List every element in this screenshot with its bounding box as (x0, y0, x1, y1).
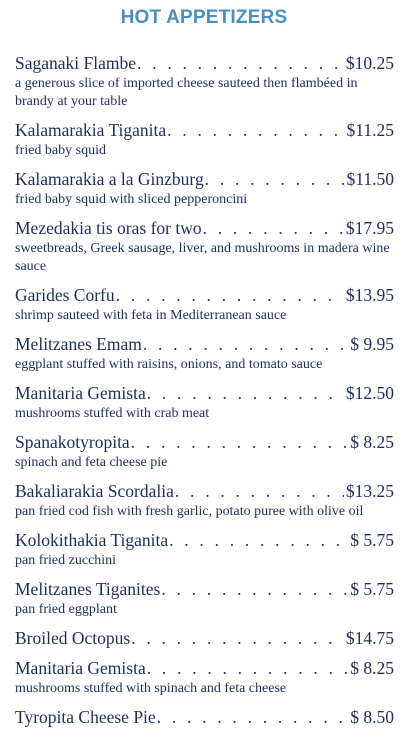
dot-leader (167, 120, 344, 141)
menu-item-description: fried baby squid with sliced pepperoncini (15, 192, 248, 207)
menu-item-description: mushrooms stuffed with crab meat (15, 406, 210, 421)
menu-item-price: $ 8.25 (350, 658, 394, 678)
menu-item (15, 707, 394, 728)
menu-item (15, 169, 394, 209)
menu-item-line (15, 579, 394, 600)
menu-item-name: Melitzanes Tiganites (15, 579, 161, 599)
menu-item-price: $ 9.95 (350, 334, 394, 354)
menu-item (15, 218, 394, 276)
menu-item (15, 658, 394, 698)
dot-leader (143, 334, 348, 355)
menu-item (15, 579, 394, 619)
menu-item-line (15, 334, 394, 355)
section-title: HOT APPETIZERS (120, 7, 288, 28)
dot-leader (175, 481, 344, 502)
menu-item (15, 53, 394, 111)
menu-item-description: a generous slice of imported cheese sauteed then flambéed in brandy at your table (15, 76, 358, 109)
menu-item-name: Spanakotyropita (15, 432, 130, 452)
dot-leader (137, 53, 344, 74)
menu-item (15, 530, 394, 570)
menu-item-name: Melitzanes Emam (15, 334, 142, 354)
menu-item (15, 432, 394, 472)
menu-item-price: $17.95 (345, 218, 394, 238)
menu-item-price: $ 8.25 (350, 432, 394, 452)
dot-leader (116, 285, 344, 306)
dot-leader (147, 658, 349, 679)
menu-item-line (15, 707, 394, 728)
menu-item-name: Mezedakia tis oras for two (15, 218, 202, 238)
menu-item-line (15, 53, 394, 74)
menu-item-name: Kalamarakia a la Ginzburg (15, 169, 204, 189)
menu-item-description: fried baby squid (15, 143, 106, 158)
menu-item (15, 628, 394, 649)
menu-item-price: $10.25 (345, 53, 394, 73)
menu-item-line (15, 432, 394, 453)
menu-item (15, 481, 394, 521)
dot-leader (131, 432, 349, 453)
menu-item-line (15, 285, 394, 306)
menu-item-price: $13.95 (345, 285, 394, 305)
menu-item (15, 383, 394, 423)
menu-item-line (15, 530, 394, 551)
dot-leader (131, 628, 344, 649)
dot-leader (203, 218, 344, 239)
dot-leader (157, 707, 349, 728)
menu-item-name: Manitaria Gemista (15, 658, 146, 678)
menu-item-line (15, 658, 394, 679)
dot-leader (161, 579, 348, 600)
menu-item-line (15, 169, 394, 190)
menu-item-name: Manitaria Gemista (15, 383, 146, 403)
menu-item-name: Tyropita Cheese Pie (15, 707, 156, 727)
menu-item-price: $13.25 (345, 481, 394, 501)
menu-item-description: eggplant stuffed with raisins, onions, and tomato sauce (15, 357, 323, 372)
dot-leader (205, 169, 345, 190)
menu-item-price: $ 5.75 (350, 530, 394, 550)
menu-item (15, 285, 394, 325)
menu-item-description: pan fried zucchini (15, 553, 117, 568)
menu-item-line (15, 120, 394, 141)
menu-item-price: $ 8.50 (350, 707, 394, 727)
menu-item-name: Saganaki Flambe (15, 53, 137, 73)
menu-item-description: pan fried cod fish with fresh garlic, potato puree with olive oil (15, 504, 364, 519)
menu-item-price: $11.25 (346, 120, 394, 140)
menu-item-name: Bakaliarakia Scordalia (15, 481, 174, 501)
menu-item-line (15, 218, 394, 239)
menu-item-price: $ 5.75 (350, 579, 394, 599)
menu-item-price: $12.50 (345, 383, 394, 403)
menu-item-name: Kolokithakia Tiganita (15, 530, 169, 550)
menu-item-line (15, 628, 394, 649)
dot-leader (147, 383, 344, 404)
menu-item-description: mushrooms stuffed with spinach and feta cheese (15, 681, 287, 696)
menu-item-name: Garides Corfu (15, 285, 115, 305)
menu-list (15, 53, 394, 737)
menu-item-description: sweetbreads, Greek sausage, liver, and mushrooms in madera wine sauce (15, 241, 390, 274)
dot-leader (169, 530, 348, 551)
menu-item (15, 120, 394, 160)
menu-item-line (15, 481, 394, 502)
menu-item-description: shrimp sauteed with feta in Mediterranean sauce (15, 308, 287, 323)
menu-item-description: pan fried eggplant (15, 602, 117, 617)
menu-item-description: spinach and feta cheese pie (15, 455, 168, 470)
menu-item-name: Broiled Octopus (15, 628, 131, 648)
menu-item (15, 334, 394, 374)
menu-item-price: $11.50 (346, 169, 394, 189)
menu-item-line (15, 383, 394, 404)
menu-item-price: $14.75 (345, 628, 394, 648)
menu-item-name: Kalamarakia Tiganita (15, 120, 167, 140)
